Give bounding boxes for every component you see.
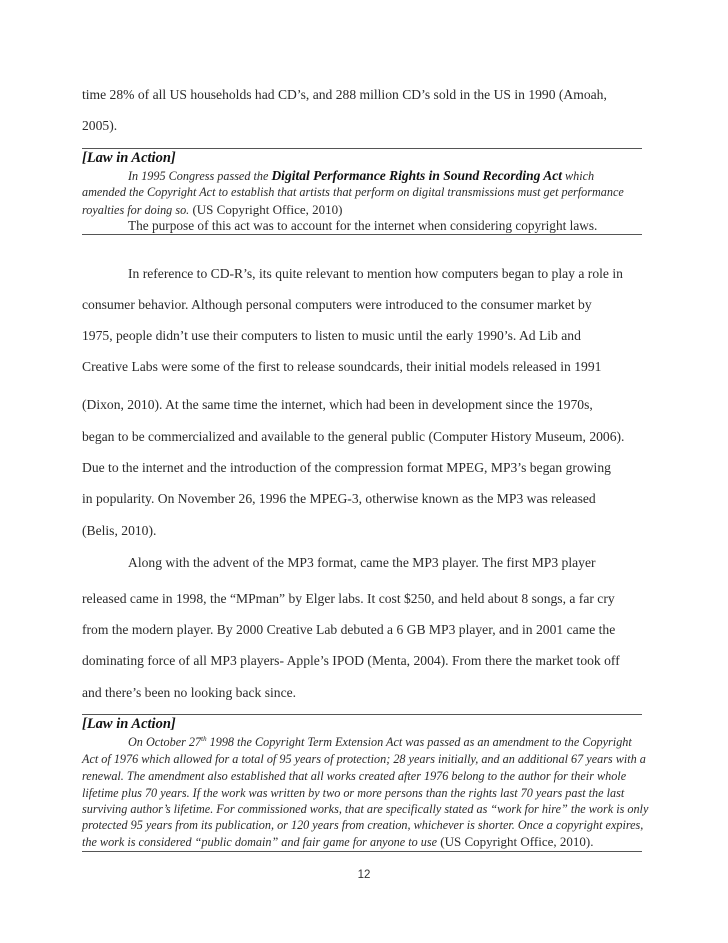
box2-line-2: Act of 1976 which allowed for a total of 95 years of protection; 28 years initially, and an additional 67 years with a xyxy=(82,752,646,766)
box2-citation: (US Copyright Office, 2010). xyxy=(437,834,594,849)
para2-line-3: from the modern player. By 2000 Creative Lab debuted a 6 GB MP3 player, and in 2001 came the xyxy=(82,622,616,637)
box2-line-1-sup: th xyxy=(201,734,207,743)
box2-top-rule xyxy=(82,714,642,715)
box1-line-4: The purpose of this act was to account for the internet when considering copyright laws. xyxy=(128,218,598,233)
box2-line-7 xyxy=(82,834,642,850)
box1-line-1-c: which xyxy=(561,169,595,183)
box1-line-3-a: royalties for doing so. xyxy=(82,203,190,217)
para2-line-4: dominating force of all MP3 players- Apple’s IPOD (Menta, 2004). From there the market took off xyxy=(82,653,620,668)
box2-heading: [Law in Action] xyxy=(82,716,176,732)
para1-line-3: 1975, people didn’t use their computers to listen to music until the early 1990’s. Ad Lib and xyxy=(82,328,581,343)
box2-line-3: renewal. The amendment also established that all works created after 1976 belong to the author for their whole xyxy=(82,769,627,783)
box2-line-5: surviving author’s lifetime. For commissioned works, that are specifically stated as “work for hire” the work is only xyxy=(82,802,649,816)
box2-line-7-a: the work is considered “public domain” and fair game for anyone to use xyxy=(82,835,437,849)
box1-citation: (US Copyright Office, 2010) xyxy=(189,202,343,217)
page-number: 12 xyxy=(357,869,371,881)
box1-line-3 xyxy=(82,202,642,218)
intro-line-2: 2005). xyxy=(82,118,118,133)
para1-line-7: Due to the internet and the introduction of the compression format MPEG, MP3’s began growing xyxy=(82,460,611,475)
box2-line-1-b: 1998 the Copyright Term Extension Act was passed as an amendment to the Copyright xyxy=(206,735,632,749)
box1-line-1 xyxy=(82,168,642,184)
box1-heading: [Law in Action] xyxy=(82,150,176,166)
box1-bottom-rule xyxy=(82,234,642,235)
para1-line-8: in popularity. On November 26, 1996 the MPEG-3, otherwise known as the MP3 was released xyxy=(82,491,596,506)
box2-line-1 xyxy=(82,735,642,750)
para2-line-5: and there’s been no looking back since. xyxy=(82,685,297,700)
box2-bottom-rule xyxy=(82,851,642,852)
para1-line-6: began to be commercialized and available to the general public (Computer History Museum, 2006). xyxy=(82,429,625,444)
box2-line-6: protected 95 years from its publication, or 120 years from creation, whichever is shorter. Once a copyright expires, xyxy=(82,818,644,832)
box1-top-rule xyxy=(82,148,642,149)
para1-line-1: In reference to CD-R’s, its quite relevant to mention how computers began to play a role in xyxy=(128,266,623,281)
box2-line-1-a: On October 27 xyxy=(128,735,202,749)
para1-line-5: (Dixon, 2010). At the same time the internet, which had been in development since the 1970s, xyxy=(82,397,593,412)
para1-line-2: consumer behavior. Although personal computers were introduced to the consumer market by xyxy=(82,297,592,312)
intro-line-1: time 28% of all US households had CD’s, and 288 million CD’s sold in the US in 1990 (Amoah, xyxy=(82,87,607,102)
box1-line-1-a: In 1995 Congress passed the xyxy=(128,169,272,183)
para1-line-4: Creative Labs were some of the first to release soundcards, their initial models released in 1991 xyxy=(82,359,602,374)
para1-line-9: (Belis, 2010). xyxy=(82,523,157,538)
box1-line-2: amended the Copyright Act to establish that artists that perform on digital transmissions must get performance xyxy=(82,185,624,199)
box2-line-4: lifetime plus 70 years. If the work was written by two or more persons than the rights last 70 years past the last xyxy=(82,786,625,800)
para2-line-2: released came in 1998, the “MPman” by Elger labs. It cost $250, and held about 8 songs, a far cry xyxy=(82,591,615,606)
box1-act-name: Digital Performance Rights in Sound Recording Act xyxy=(271,168,562,183)
para2-line-1: Along with the advent of the MP3 format, came the MP3 player. The first MP3 player xyxy=(128,555,596,570)
